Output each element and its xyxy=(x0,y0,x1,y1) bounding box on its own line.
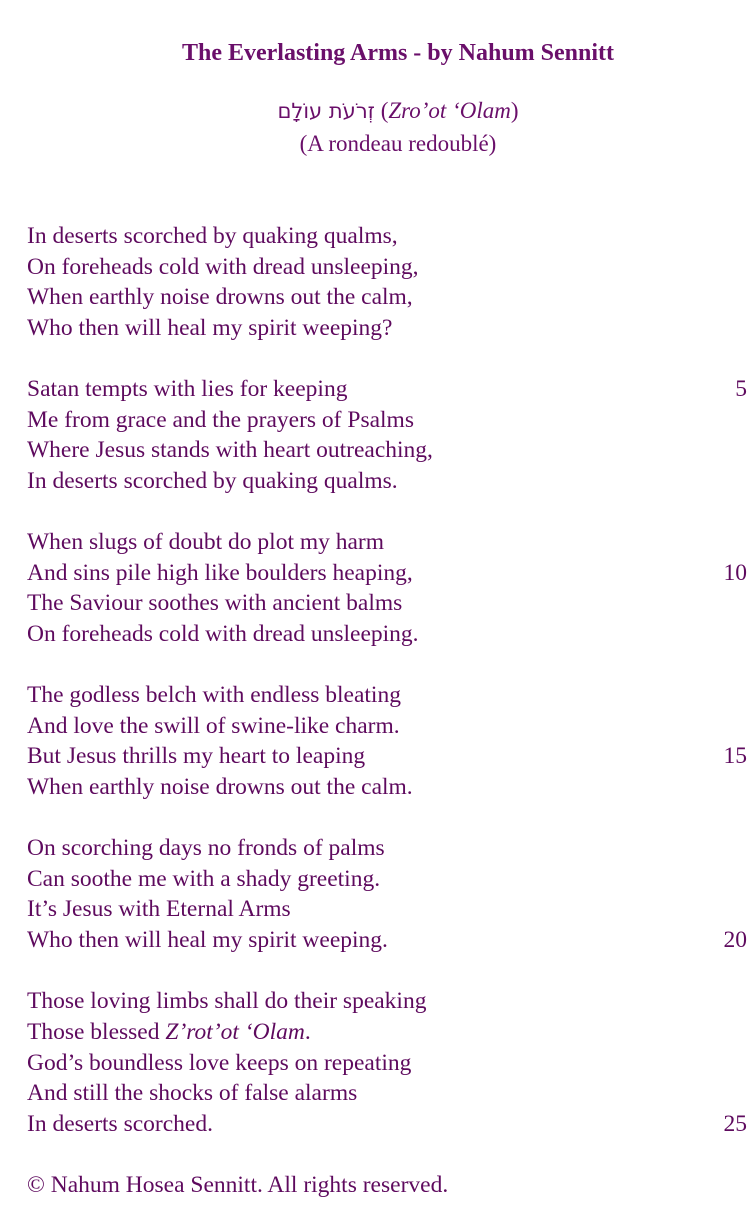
poem-line xyxy=(27,466,727,497)
hebrew-title: זְרֹעֹת עוֹלָם xyxy=(277,99,375,123)
poem-line-text: And sins pile high like boulders heaping, xyxy=(27,559,413,586)
poem-line-text: Can soothe me with a shady greeting. xyxy=(27,865,381,892)
line-number: 25 xyxy=(723,1110,747,1137)
poem-hebrew-subtitle xyxy=(0,97,751,125)
poem-line-after: . xyxy=(304,1018,311,1045)
poem-line xyxy=(27,588,727,619)
transliteration: Zro’ot ‘Olam xyxy=(388,98,511,123)
poem-line xyxy=(27,221,727,252)
poem-line xyxy=(27,772,727,803)
line-number: 10 xyxy=(723,559,747,586)
line-number: 15 xyxy=(723,743,747,770)
poem-line-text: On scorching days no fronds of palms xyxy=(27,835,385,862)
poem-line xyxy=(27,252,727,283)
poem-line-text: When earthly noise drowns out the calm, xyxy=(27,284,413,311)
poem-line xyxy=(27,282,727,313)
poem-line-text: But Jesus thrills my heart to leaping xyxy=(27,743,366,770)
stanza xyxy=(27,221,727,343)
poem-line-text: God’s boundless love keeps on repeating xyxy=(27,1049,412,1076)
poem-line xyxy=(27,1017,727,1048)
poem-line-text: And still the shocks of false alarms xyxy=(27,1080,358,1107)
poem-line-italic: Z’rot’ot ‘Olam xyxy=(165,1018,305,1045)
poem-line xyxy=(27,619,727,650)
poem-line-text: It’s Jesus with Eternal Arms xyxy=(27,896,291,923)
poem-line-text: Who then will heal my spirit weeping? xyxy=(27,314,393,341)
poem-line xyxy=(27,894,727,925)
poem-line xyxy=(27,864,727,895)
stanza xyxy=(27,986,747,1139)
paren-close: ) xyxy=(510,98,519,123)
poem-line-text: On foreheads cold with dread unsleeping. xyxy=(27,620,419,647)
poem-line xyxy=(27,925,747,956)
poem-line-text: Where Jesus stands with heart outreaching, xyxy=(27,437,433,464)
poem-line xyxy=(27,435,727,466)
poem-body xyxy=(27,221,747,1170)
stanza xyxy=(27,680,747,802)
poem-form: (A rondeau redoublé) xyxy=(299,131,497,156)
poem-line-text: The Saviour soothes with ancient balms xyxy=(27,590,403,617)
poem-line-text: In deserts scorched. xyxy=(27,1110,213,1137)
poem-line-text: In deserts scorched by quaking qualms, xyxy=(27,223,398,249)
poem-line xyxy=(27,405,727,436)
poem-line-text: When slugs of doubt do plot my harm xyxy=(27,529,385,556)
stanza xyxy=(27,527,747,649)
poem-line-text: Satan tempts with lies for keeping xyxy=(27,376,348,403)
poem-line-text: And love the swill of swine-like charm. xyxy=(27,712,400,739)
poem-line xyxy=(27,741,747,772)
poem-line-text: When earthly noise drowns out the calm. xyxy=(27,773,413,800)
poem-line-text: The godless belch with endless bleating xyxy=(27,682,401,709)
poem-line-text: Those loving limbs shall do their speaking xyxy=(27,988,427,1015)
poem-line xyxy=(27,833,727,864)
poem-line-text: Those blessed xyxy=(27,1018,166,1045)
poem-line-text: Who then will heal my spirit weeping. xyxy=(27,927,388,954)
poem-line xyxy=(27,1078,727,1109)
poem-line xyxy=(27,558,747,589)
poem-line-text: On foreheads cold with dread unsleeping, xyxy=(27,253,419,280)
poem-line-text: In deserts scorched by quaking qualms. xyxy=(27,467,398,494)
poem-line xyxy=(27,711,727,742)
poem-line xyxy=(27,313,727,344)
poem-line xyxy=(27,1048,727,1079)
poem-line xyxy=(27,527,727,558)
paren-open: ( xyxy=(380,98,389,123)
stanza xyxy=(27,374,747,496)
poem-title: The Everlasting Arms - by Nahum Sennitt xyxy=(181,40,615,66)
poem-line xyxy=(27,374,747,405)
poem-line xyxy=(27,1109,747,1140)
copyright-notice: © Nahum Hosea Sennitt. All rights reserved. xyxy=(27,1172,449,1198)
stanza xyxy=(27,833,747,955)
line-number: 20 xyxy=(723,927,747,954)
poem-line-text: Me from grace and the prayers of Psalms xyxy=(27,406,414,433)
poem-line xyxy=(27,986,727,1017)
poem-line xyxy=(27,680,727,711)
line-number: 5 xyxy=(735,376,747,403)
